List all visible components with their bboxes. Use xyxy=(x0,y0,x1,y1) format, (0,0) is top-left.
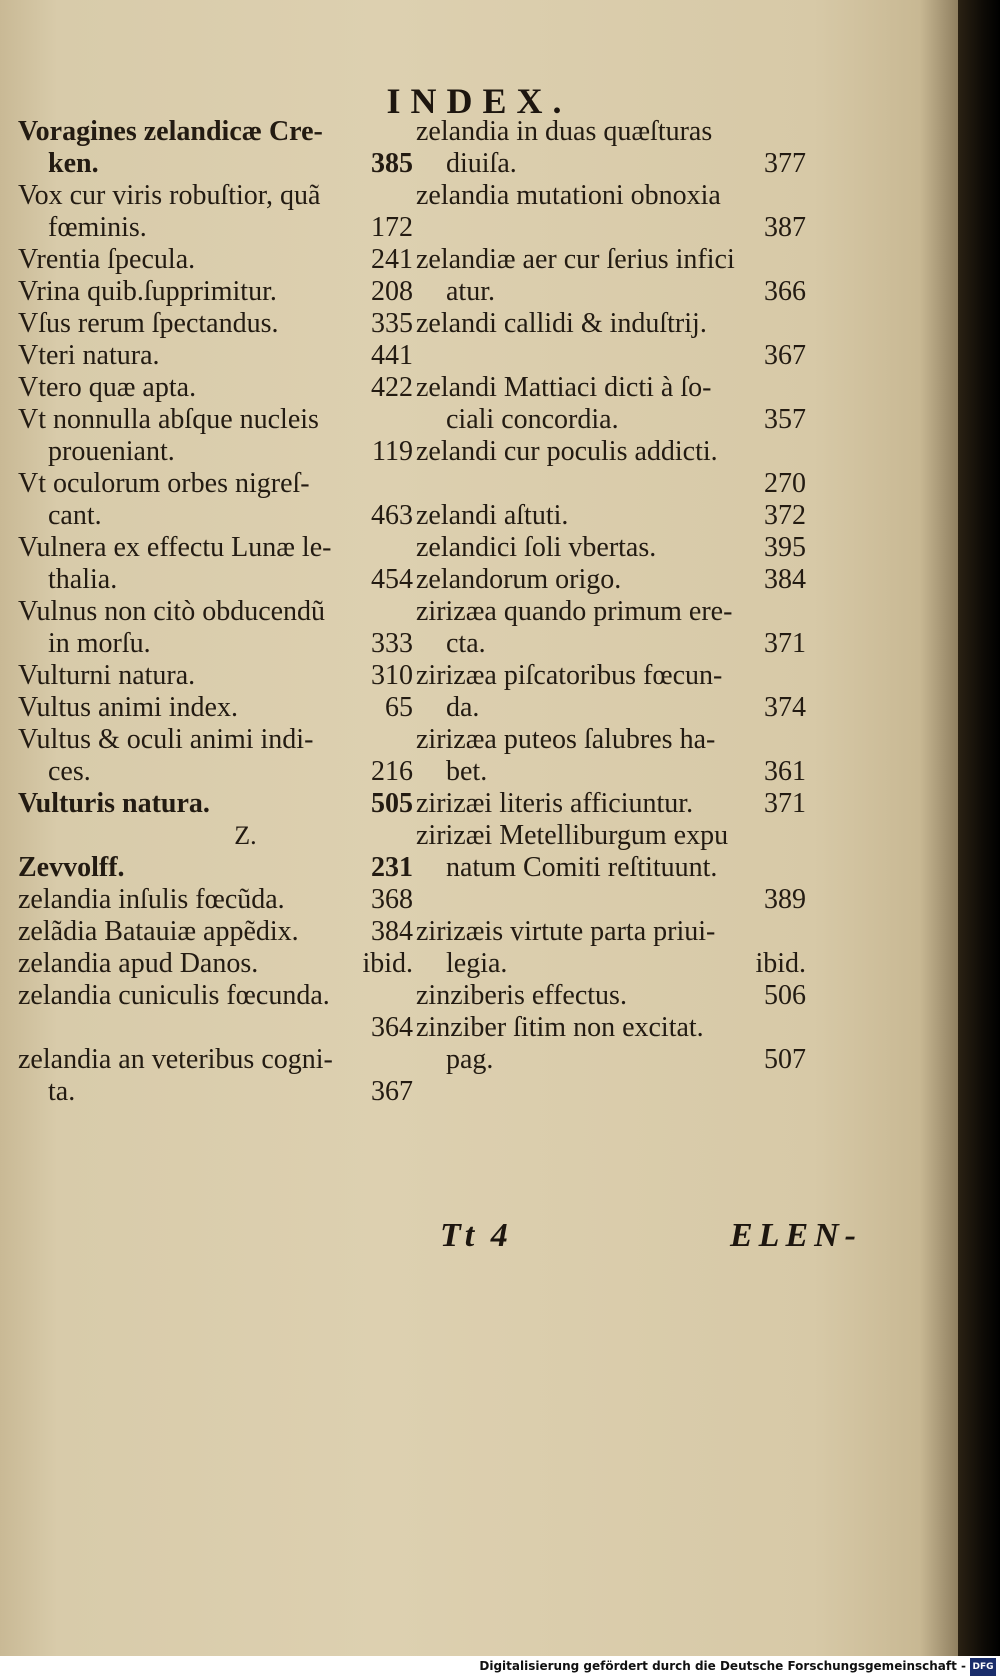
index-entry xyxy=(18,916,413,948)
index-entry xyxy=(18,180,413,244)
entry-text: cta. xyxy=(446,628,486,659)
entry-line xyxy=(18,1012,413,1044)
index-entry xyxy=(416,724,806,756)
index-entry xyxy=(18,724,413,788)
entry-line xyxy=(416,724,806,756)
entry-text: zelandia mutationi obnoxia xyxy=(416,180,721,211)
entry-line xyxy=(18,692,413,724)
index-entry xyxy=(18,276,413,308)
entry-line xyxy=(416,1044,806,1076)
entry-line xyxy=(416,212,806,244)
entry-text: bet. xyxy=(446,756,488,787)
entry-line xyxy=(416,1012,806,1044)
page-number: 441 xyxy=(371,340,413,371)
index-entry xyxy=(416,980,806,1012)
entry-line xyxy=(18,148,413,180)
entry-text: zelandici ſoli vbertas. xyxy=(416,532,657,563)
index-column-right xyxy=(416,116,806,1076)
page-number: 119 xyxy=(372,436,413,467)
page-number: 387 xyxy=(764,212,806,243)
entry-line xyxy=(416,308,806,340)
entry-text: ken. xyxy=(48,148,99,179)
page-number: 454 xyxy=(371,564,413,595)
index-entry xyxy=(416,308,806,340)
entry-text: zelandia in duas quæſturas xyxy=(416,116,713,147)
entry-text: Vox cur viris robuſtior, quã xyxy=(18,180,321,211)
entry-text: zelandia cuniculis fœcunda. xyxy=(18,980,330,1011)
index-entry xyxy=(416,948,806,980)
entry-text: zelandia inſulis fœcũda. xyxy=(18,884,285,915)
entry-text: fœminis. xyxy=(48,212,147,243)
index-entry xyxy=(18,308,413,340)
entry-line xyxy=(416,660,806,692)
entry-line xyxy=(416,692,806,724)
entry-text: pag. xyxy=(446,1044,494,1075)
index-entry xyxy=(416,692,806,724)
entry-text: zirizæa puteos ſalubres ha- xyxy=(416,724,716,755)
index-entry xyxy=(18,1044,413,1076)
entry-text: Vultus & oculi animi indi- xyxy=(18,724,314,755)
entry-text: zinziber ſitim non excitat. xyxy=(416,1012,704,1043)
entry-line xyxy=(18,468,413,500)
dfg-credit-text: Digitalisierung gefördert durch die Deutsche Forschungsgemeinschaft - xyxy=(479,1659,966,1673)
page-number: ibid. xyxy=(755,948,806,979)
page-number: 172 xyxy=(371,212,413,243)
page-number: 335 xyxy=(371,308,413,339)
entry-text: zelandiæ aer cur ſerius infici xyxy=(416,244,735,275)
index-entry xyxy=(416,212,806,244)
index-entry xyxy=(416,340,806,372)
entry-text: zirizæi Metelliburgum expu xyxy=(416,820,729,851)
entry-text: Vrentia ſpecula. xyxy=(18,244,196,275)
entry-line xyxy=(416,628,806,660)
entry-line xyxy=(416,948,806,980)
entry-text: in morſu. xyxy=(48,628,151,659)
page-number: 463 xyxy=(371,500,413,531)
index-entry xyxy=(18,244,413,276)
entry-text: cant. xyxy=(48,500,102,531)
page-number: 384 xyxy=(371,916,413,947)
entry-text: zirizæis virtute parta priui- xyxy=(416,916,716,947)
entry-text: thalia. xyxy=(48,564,118,595)
index-entry xyxy=(416,788,806,820)
page-number: 384 xyxy=(764,564,806,595)
entry-line xyxy=(18,916,413,948)
page-number: 231 xyxy=(371,852,413,883)
page-number: 65 xyxy=(385,692,413,723)
index-entry xyxy=(18,372,413,404)
entry-text: zelãdia Batauiæ appẽdix. xyxy=(18,916,299,947)
index-entry xyxy=(18,660,413,692)
page-number: 371 xyxy=(764,628,806,659)
index-entry xyxy=(416,436,806,468)
page-number: 368 xyxy=(371,884,413,915)
entry-line xyxy=(416,436,806,468)
entry-line xyxy=(416,500,806,532)
entry-line xyxy=(18,660,413,692)
entry-text: Vultus animi index. xyxy=(18,692,238,723)
entry-line xyxy=(18,948,413,980)
index-entry xyxy=(416,1012,806,1044)
index-entry xyxy=(416,916,806,948)
page-number: 506 xyxy=(764,980,806,1011)
index-entry xyxy=(416,500,806,532)
entry-line xyxy=(18,212,413,244)
index-entry xyxy=(18,692,413,724)
index-entry xyxy=(416,532,806,564)
entry-line xyxy=(18,596,413,628)
entry-text: legia. xyxy=(446,948,508,979)
index-entry xyxy=(18,340,413,372)
entry-line xyxy=(18,788,413,820)
index-entry xyxy=(416,756,806,788)
entry-text: Vulturni natura. xyxy=(18,660,196,691)
entry-line xyxy=(416,468,806,500)
page-number: 361 xyxy=(764,756,806,787)
entry-text: zelandi callidi & induſtrij. xyxy=(416,308,707,339)
page-number: 371 xyxy=(764,788,806,819)
index-entry xyxy=(18,404,413,468)
entry-text: zelandi Mattiaci dicti à ſo- xyxy=(416,372,712,403)
page-number: 372 xyxy=(764,500,806,531)
index-entry xyxy=(416,628,806,660)
entry-line xyxy=(18,628,413,660)
entry-text: zirizæi literis afficiuntur. xyxy=(416,788,694,819)
entry-text: zelandia apud Danos. xyxy=(18,948,259,979)
page-number: 216 xyxy=(371,756,413,787)
page-number: 367 xyxy=(764,340,806,371)
letter-heading: Z. xyxy=(234,821,257,850)
index-entry xyxy=(18,948,413,980)
entry-text: natum Comiti reſtituunt. xyxy=(446,852,718,883)
entry-line xyxy=(416,916,806,948)
index-entry xyxy=(416,884,806,916)
credit-bar xyxy=(0,1656,1000,1680)
entry-line xyxy=(416,788,806,820)
page-number: 374 xyxy=(764,692,806,723)
page-number: 357 xyxy=(764,404,806,435)
page-number: 507 xyxy=(764,1044,806,1075)
entry-text: Vt nonnulla abſque nucleis xyxy=(18,404,319,435)
entry-line xyxy=(18,884,413,916)
index-entry xyxy=(18,852,413,884)
entry-line xyxy=(416,340,806,372)
entry-line xyxy=(416,532,806,564)
index-entry xyxy=(18,980,413,1012)
index-column-left xyxy=(18,116,413,1108)
entry-line xyxy=(18,244,413,276)
entry-line xyxy=(416,820,806,852)
index-entry xyxy=(416,852,806,884)
index-entry xyxy=(416,468,806,500)
entry-text: ces. xyxy=(48,756,91,787)
index-entry xyxy=(18,1076,413,1108)
entry-text: proueniant. xyxy=(48,436,175,467)
page-number: 241 xyxy=(371,244,413,275)
entry-text: zinziberis effectus. xyxy=(416,980,627,1011)
entry-line xyxy=(416,884,806,916)
entry-line xyxy=(416,116,806,148)
entry-line xyxy=(18,1044,413,1076)
page-number: 310 xyxy=(371,660,413,691)
entry-line xyxy=(18,980,413,1012)
entry-line xyxy=(416,980,806,1012)
index-entry xyxy=(18,884,413,916)
index-entry xyxy=(416,1044,806,1076)
index-entry xyxy=(18,596,413,660)
index-entry xyxy=(18,1012,413,1044)
index-entry xyxy=(416,148,806,180)
page-number: 385 xyxy=(371,148,413,179)
entry-line xyxy=(18,180,413,212)
running-head: INDEX. xyxy=(386,81,572,121)
entry-text: Voragines zelandicæ Cre- xyxy=(18,116,323,147)
entry-text: Vulnera ex effectu Lunæ le- xyxy=(18,532,332,563)
entry-text: zelandi aſtuti. xyxy=(416,500,569,531)
entry-text: ciali concordia. xyxy=(446,404,619,435)
dfg-logo: DFG xyxy=(970,1658,996,1676)
index-entry xyxy=(416,660,806,692)
index-entry xyxy=(416,596,806,628)
entry-text: zirizæa piſcatoribus fœcun- xyxy=(416,660,723,691)
page-number: 367 xyxy=(371,1076,413,1107)
entry-line xyxy=(416,852,806,884)
page-number: 270 xyxy=(764,468,806,499)
page-edge-shadow xyxy=(958,0,1000,1656)
page-number: 389 xyxy=(764,884,806,915)
entry-line xyxy=(18,1076,413,1108)
page-number: 333 xyxy=(371,628,413,659)
entry-line xyxy=(18,500,413,532)
signature-mark: Tt 4 xyxy=(440,1217,512,1254)
entry-line xyxy=(416,276,806,308)
index-entry xyxy=(416,564,806,596)
catchword: ELEN- xyxy=(730,1217,862,1254)
entry-text: Vt oculorum orbes nigreſ- xyxy=(18,468,310,499)
page-number: 208 xyxy=(371,276,413,307)
entry-text: zelandia an veteribus cogni- xyxy=(18,1044,333,1075)
entry-text: Vtero quæ apta. xyxy=(18,372,197,403)
entry-line xyxy=(18,308,413,340)
entry-line xyxy=(18,340,413,372)
entry-line xyxy=(416,148,806,180)
entry-text: Vrina quib.ſupprimitur. xyxy=(18,276,277,307)
entry-text: Vteri natura. xyxy=(18,340,160,371)
entry-line xyxy=(18,116,413,148)
entry-text: diuiſa. xyxy=(446,148,517,179)
entry-line xyxy=(18,372,413,404)
entry-text: zelandi cur poculis addicti. xyxy=(416,436,718,467)
index-entry xyxy=(18,116,413,180)
entry-text: da. xyxy=(446,692,480,723)
index-entry xyxy=(416,404,806,436)
index-entry xyxy=(18,468,413,532)
entry-text: zelandorum origo. xyxy=(416,564,622,595)
page-number: 364 xyxy=(371,1012,413,1043)
entry-line xyxy=(416,564,806,596)
index-entry xyxy=(416,180,806,212)
page-number: 377 xyxy=(764,148,806,179)
entry-line xyxy=(416,404,806,436)
entry-text: Zevvolff. xyxy=(18,852,125,883)
page-number: 422 xyxy=(371,372,413,403)
entry-line xyxy=(416,596,806,628)
entry-line xyxy=(18,404,413,436)
index-entry xyxy=(416,276,806,308)
index-entry xyxy=(18,532,413,596)
page-number: 366 xyxy=(764,276,806,307)
page-number: 395 xyxy=(764,532,806,563)
index-entry xyxy=(416,116,806,148)
page-number: ibid. xyxy=(362,948,413,979)
entry-text: Vſus rerum ſpectandus. xyxy=(18,308,279,339)
entry-line xyxy=(416,756,806,788)
index-entry xyxy=(416,244,806,276)
entry-text: ta. xyxy=(48,1076,76,1107)
entry-text: zirizæa quando primum ere- xyxy=(416,596,733,627)
index-entry xyxy=(18,788,413,820)
index-entry xyxy=(416,820,806,852)
index-entry xyxy=(416,372,806,404)
entry-line xyxy=(416,180,806,212)
entry-text: Vulturis natura. xyxy=(18,788,210,819)
entry-line xyxy=(18,564,413,596)
entry-line xyxy=(18,532,413,564)
entry-line xyxy=(18,852,413,884)
entry-line xyxy=(18,436,413,468)
entry-text: atur. xyxy=(446,276,495,307)
entry-line xyxy=(18,756,413,788)
entry-text: Vulnus non citò obducendũ xyxy=(18,596,326,627)
entry-line xyxy=(18,276,413,308)
page-number: 505 xyxy=(371,788,413,819)
entry-line xyxy=(18,724,413,756)
entry-line xyxy=(416,372,806,404)
entry-line xyxy=(416,244,806,276)
